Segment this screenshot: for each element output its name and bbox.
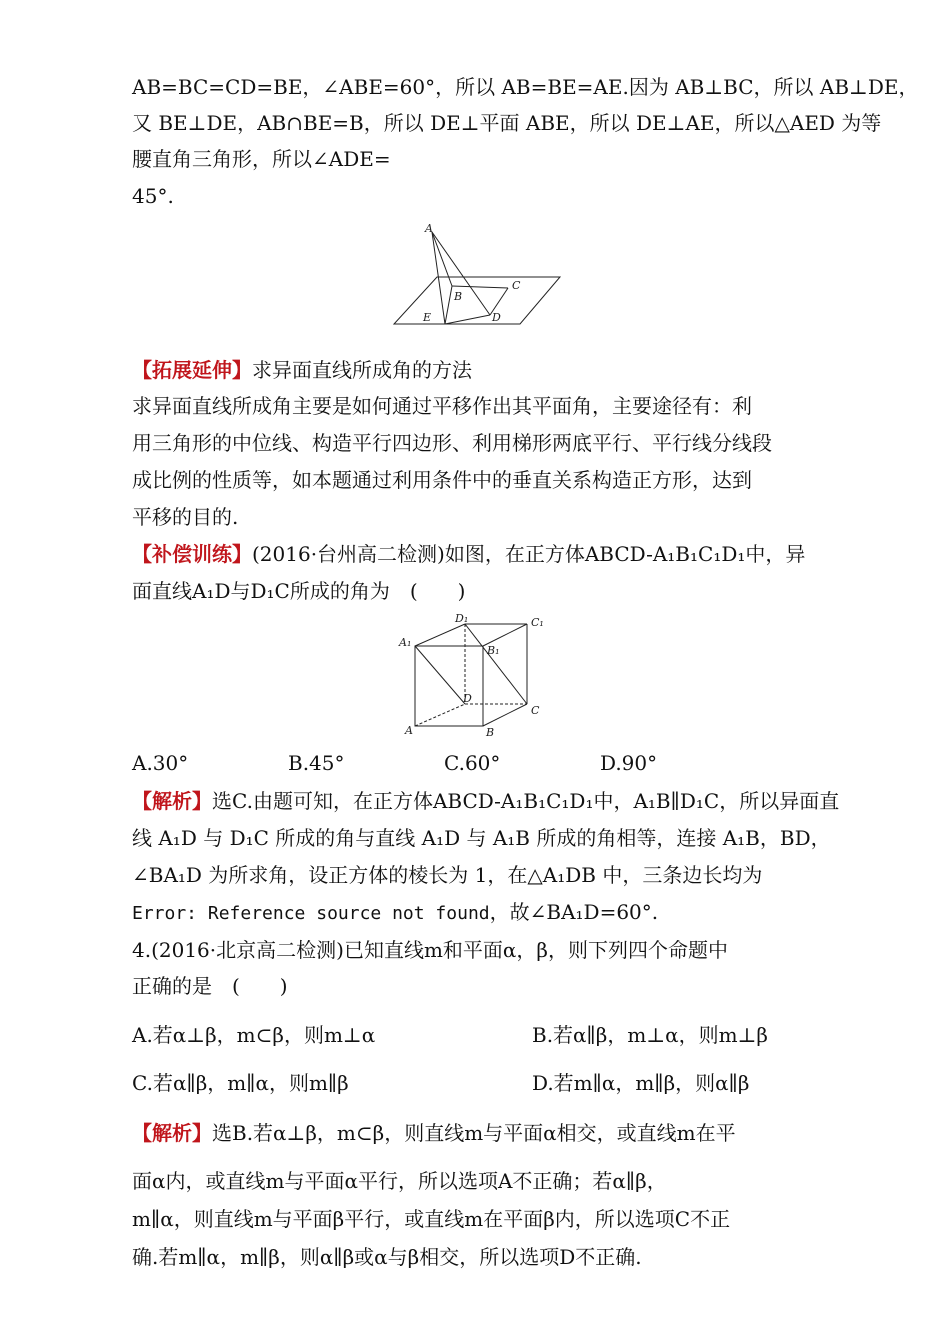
plane-shape xyxy=(394,277,560,324)
point-label: D xyxy=(492,311,501,324)
point-label: C₁ xyxy=(531,616,544,629)
section-tag: 【解析】 xyxy=(132,789,212,813)
point-label: C xyxy=(531,704,540,717)
option-d: D.90° xyxy=(600,751,658,775)
text-line: 成比例的性质等，如本题通过利用条件中的垂直关系构造正方形，达到 xyxy=(132,468,752,492)
point-label: A₁ xyxy=(399,636,412,649)
question-line: 4.(2016·北京高二检测)已知直线m和平面α，β，则下列四个命题中 xyxy=(132,938,728,962)
text-line: 确.若m∥α，m∥β，则α∥β或α与β相交，所以选项D不正确. xyxy=(132,1245,642,1269)
text-line: 又 BE⊥DE，AB∩BE=B，所以 DE⊥平面 ABE，所以 DE⊥AE，所以△AED 为等 xyxy=(132,111,882,135)
text-line: 平移的目的. xyxy=(132,505,239,529)
text-line: m∥α，则直线m与平面β平行，或直线m在平面β内，所以选项C不正 xyxy=(132,1207,731,1231)
option-b: B.45° xyxy=(288,751,345,775)
point-label: D xyxy=(463,692,472,705)
solution-text: ，故∠BA₁D=60°. xyxy=(489,900,659,924)
point-label: A xyxy=(425,222,433,235)
question-text: (2016·台州高二检测)如图，在正方体ABCD-A₁B₁C₁D₁中，异 xyxy=(252,542,806,566)
solution-text: 选B.若α⊥β，m⊂β，则直线m与平面α相交，或直线m在平 xyxy=(212,1121,736,1145)
solution-text: 选C.由题可知，在正方体ABCD-A₁B₁C₁D₁中，A₁B∥D₁C，所以异面直 xyxy=(212,789,840,813)
option-c: C.若α∥β，m∥α，则m∥β xyxy=(132,1071,349,1095)
text-line: 面α内，或直线m与平面α平行，所以选项A不正确；若α∥β， xyxy=(132,1169,667,1193)
point-label: E xyxy=(423,311,432,324)
figure-cube xyxy=(395,612,555,742)
text-line: 正确的是 ( ) xyxy=(132,974,288,998)
text-line: 45°. xyxy=(132,184,174,208)
text-line: 线 A₁D 与 D₁C 所成的角与直线 A₁D 与 A₁B 所成的角相等，连接 A₁B，BD， xyxy=(132,826,831,850)
text-line: ∠BA₁D 为所求角，设正方体的棱长为 1，在△A₁DB 中，三条边长均为 xyxy=(132,863,763,887)
section-tag: 【解析】 xyxy=(132,1121,212,1145)
text-line: 用三角形的中位线、构造平行四边形、利用梯形两底平行、平行线分线段 xyxy=(132,431,772,455)
option-d: D.若m∥α，m∥β，则α∥β xyxy=(532,1071,750,1095)
point-label: C xyxy=(512,279,521,292)
figure-plane-triangle xyxy=(390,222,565,332)
point-label: B₁ xyxy=(487,644,500,657)
solution-line xyxy=(132,1120,736,1146)
solution-line xyxy=(132,788,839,814)
text-line xyxy=(132,899,658,927)
section-tag: 【补偿训练】 xyxy=(132,542,252,566)
section-tag: 【拓展延伸】 xyxy=(132,358,252,382)
text-line: 腰直角三角形，所以∠ADE= xyxy=(132,147,391,171)
text-line: 求异面直线所成角主要是如何通过平移作出其平面角，主要途径有：利 xyxy=(132,394,752,418)
training-heading xyxy=(132,541,805,567)
option-a: A.若α⊥β，m⊂β，则m⊥α xyxy=(132,1023,376,1047)
option-a: A.30° xyxy=(132,751,189,775)
point-label: B xyxy=(454,290,463,303)
point-label: B xyxy=(486,726,495,739)
point-label: A xyxy=(405,724,413,737)
extension-heading xyxy=(132,357,472,383)
text-line: 面直线A₁D与D₁C所成的角为 ( ) xyxy=(132,579,466,603)
text-line: AB=BC=CD=BE，∠ABE=60°，所以 AB=BE=AE.因为 AB⊥BC，所以 AB⊥DE， xyxy=(132,75,919,99)
section-title: 求异面直线所成角的方法 xyxy=(252,358,472,382)
point-label: D₁ xyxy=(455,612,469,625)
option-c: C.60° xyxy=(444,751,501,775)
option-b: B.若α∥β，m⊥α，则m⊥β xyxy=(532,1023,768,1047)
error-reference: Error: Reference source not found xyxy=(132,903,490,924)
